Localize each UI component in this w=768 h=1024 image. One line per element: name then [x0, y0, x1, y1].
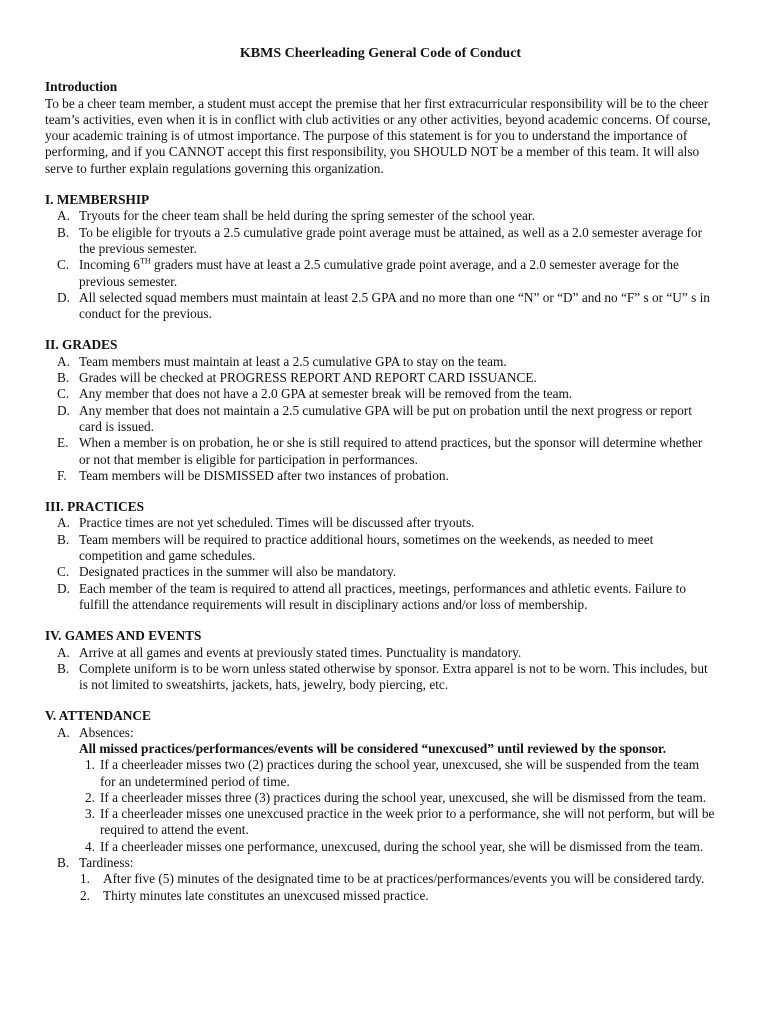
- list-marker: 4.: [85, 838, 95, 854]
- list-item: [45, 290, 716, 323]
- list-marker: B.: [57, 370, 70, 386]
- list-item: [45, 386, 716, 402]
- absences-item: [45, 725, 716, 741]
- list-item-text: When a member is on probation, he or she is still required to attend practices, but the sponsor will determine whether or not that member is eligible for participation in performances.: [79, 435, 703, 467]
- list-item: [45, 354, 716, 370]
- list-marker: C.: [57, 564, 70, 580]
- list-marker: D.: [57, 580, 70, 596]
- list-item-text: All selected squad members must maintain at least 2.5 GPA and no more than one “N” or “D” and no “F” s or “U” s in conduct for the previous.: [79, 289, 710, 322]
- list-marker: B.: [57, 660, 70, 676]
- list-marker: 2.: [85, 789, 95, 805]
- list-item: [45, 225, 716, 258]
- list-marker: A.: [57, 644, 70, 660]
- list-marker: 3.: [85, 806, 95, 822]
- list-item: [45, 435, 716, 468]
- list-item-text: Team members will be DISMISSED after two instances of probation.: [79, 467, 449, 483]
- list-item-text: Any member that does not have a 2.0 GPA at semester break will be removed from the team.: [79, 386, 573, 402]
- games-events-section: [45, 628, 716, 693]
- list-item-text: If a cheerleader misses two (2) practices during the school year, unexcused, she will be suspended from the team for an undetermined period of time.: [100, 757, 700, 789]
- list-marker: A.: [57, 515, 70, 531]
- list-item: [45, 645, 716, 661]
- practices-heading: III. PRACTICES: [45, 499, 145, 515]
- list-item: [45, 208, 716, 224]
- list-item-text: To be eligible for tryouts a 2.5 cumulative grade point average must be attained, as well as a 2.0 semester average for the previous semester.: [79, 224, 703, 256]
- list-item: [45, 757, 716, 790]
- tardiness-label: Tardiness:: [79, 855, 134, 871]
- attendance-section: [45, 708, 716, 904]
- games-events-heading: IV. GAMES AND EVENTS: [45, 628, 202, 644]
- list-item-text: If a cheerleader misses one unexcused practice in the week prior to a performance, she will not perform, but will be required to attend the event.: [100, 806, 715, 838]
- list-item-text: If a cheerleader misses one performance, unexcused, during the school year, she will be dismissed from the team.: [100, 838, 704, 854]
- introduction-text: To be a cheer team member, a student must accept the premise that her first extracurricular responsibility will be to the cheer team’s activities, even when it is in conflict with club activities or any other activities, beyond academic concerns. Of course, your academic training is of utmost importance. The purpose of this statement is for you to understand the importance of performing, and if you CANNOT accept this first responsibility, you SHOULD NOT be a member of this team. It will also serve to further explain regulations governing this organization.: [45, 95, 711, 176]
- list-item: [45, 790, 716, 806]
- practices-list: [45, 515, 716, 613]
- list-item-text: If a cheerleader misses three (3) practices during the school year, unexcused, she will be dismissed from the team.: [100, 789, 707, 805]
- list-marker: B.: [57, 531, 70, 547]
- list-item-text-prefix: Incoming 6: [79, 257, 140, 273]
- grades-section: [45, 337, 716, 484]
- list-marker: 1.: [85, 757, 95, 773]
- list-marker: D.: [57, 289, 70, 305]
- list-item-text: Team members will be required to practice additional hours, sometimes on the weekends, as needed to meet competition and game schedules.: [79, 531, 654, 564]
- list-item: [45, 532, 716, 565]
- list-item-text: Thirty minutes late constitutes an unexcused missed practice.: [103, 887, 429, 903]
- grades-heading: II. GRADES: [45, 337, 118, 353]
- practices-section: [45, 499, 716, 613]
- list-item: [45, 468, 716, 484]
- absences-label: Absences:: [79, 724, 134, 740]
- list-item: [45, 515, 716, 531]
- tardiness-list: [45, 871, 716, 904]
- list-item: [45, 888, 716, 904]
- list-item: [45, 581, 716, 614]
- list-item-text: graders must have at least a 2.5 cumulative grade point average, and a 2.0 semester average for the previous semester.: [79, 257, 679, 289]
- attendance-list: [45, 725, 716, 741]
- tardiness-item: [45, 855, 716, 871]
- list-item: [45, 839, 716, 855]
- list-marker: A.: [57, 208, 70, 224]
- list-item-text: After five (5) minutes of the designated time to be at practices/performances/events you will be considered tardy.: [103, 871, 705, 887]
- absences-list: [45, 757, 716, 855]
- list-item-text: Any member that does not maintain a 2.5 cumulative GPA will be put on probation until the next progress or report card is issued.: [79, 402, 692, 434]
- list-item-text: Complete uniform is to be worn unless stated otherwise by sponsor. Extra apparel is not to be worn. This includes, but is not limited to sweatshirts, jackets, hats, jewelry, body piercing, etc.: [79, 660, 708, 693]
- list-item: [45, 564, 716, 580]
- list-marker: 2.: [80, 887, 90, 903]
- list-item: [45, 403, 716, 436]
- list-marker: C.: [57, 386, 70, 402]
- list-marker: A.: [57, 353, 70, 369]
- list-item-text: Grades will be checked at PROGRESS REPORT AND REPORT CARD ISSUANCE.: [79, 370, 537, 386]
- list-item: [45, 257, 716, 290]
- list-marker: D.: [57, 402, 70, 418]
- list-marker: C.: [57, 257, 70, 273]
- document-title: KBMS Cheerleading General Code of Conduct: [239, 46, 522, 61]
- attendance-heading: V. ATTENDANCE: [45, 708, 151, 724]
- membership-list: [45, 208, 716, 322]
- list-item-text: Team members must maintain at least a 2.5 cumulative GPA to stay on the team.: [79, 353, 507, 369]
- games-events-list: [45, 645, 716, 694]
- membership-section: [45, 192, 716, 322]
- introduction-heading: Introduction: [45, 79, 118, 95]
- list-item-text: Practice times are not yet scheduled. Times will be discussed after tryouts.: [79, 515, 475, 531]
- list-item-text: Arrive at all games and events at previously stated times. Punctuality is mandatory.: [79, 644, 522, 660]
- list-item: [45, 370, 716, 386]
- list-item-text: Each member of the team is required to attend all practices, meetings, performances and athletic events. Failure to fulfill the attendance requirements will result in disciplinary actions and/or loss of membership.: [79, 580, 686, 612]
- tardiness-list-head: [45, 855, 716, 871]
- list-item: [45, 871, 716, 887]
- list-marker: B.: [57, 224, 70, 240]
- list-item-text: Designated practices in the summer will also be mandatory.: [79, 564, 397, 580]
- list-marker: F.: [57, 467, 67, 483]
- absences-note: All missed practices/performances/events will be considered “unexcused” until reviewed by the sponsor.: [79, 740, 667, 756]
- list-marker: A.: [57, 724, 70, 740]
- grades-list: [45, 354, 716, 484]
- list-item: [45, 806, 716, 839]
- ordinal-superscript: TH: [139, 256, 151, 266]
- list-marker: E.: [57, 435, 69, 451]
- list-item-text: Tryouts for the cheer team shall be held during the spring semester of the school year.: [79, 208, 535, 224]
- list-marker: B.: [57, 855, 70, 871]
- list-item: [45, 661, 716, 694]
- introduction-section: [45, 79, 716, 177]
- list-marker: 1.: [80, 871, 90, 887]
- membership-heading: I. MEMBERSHIP: [45, 192, 150, 208]
